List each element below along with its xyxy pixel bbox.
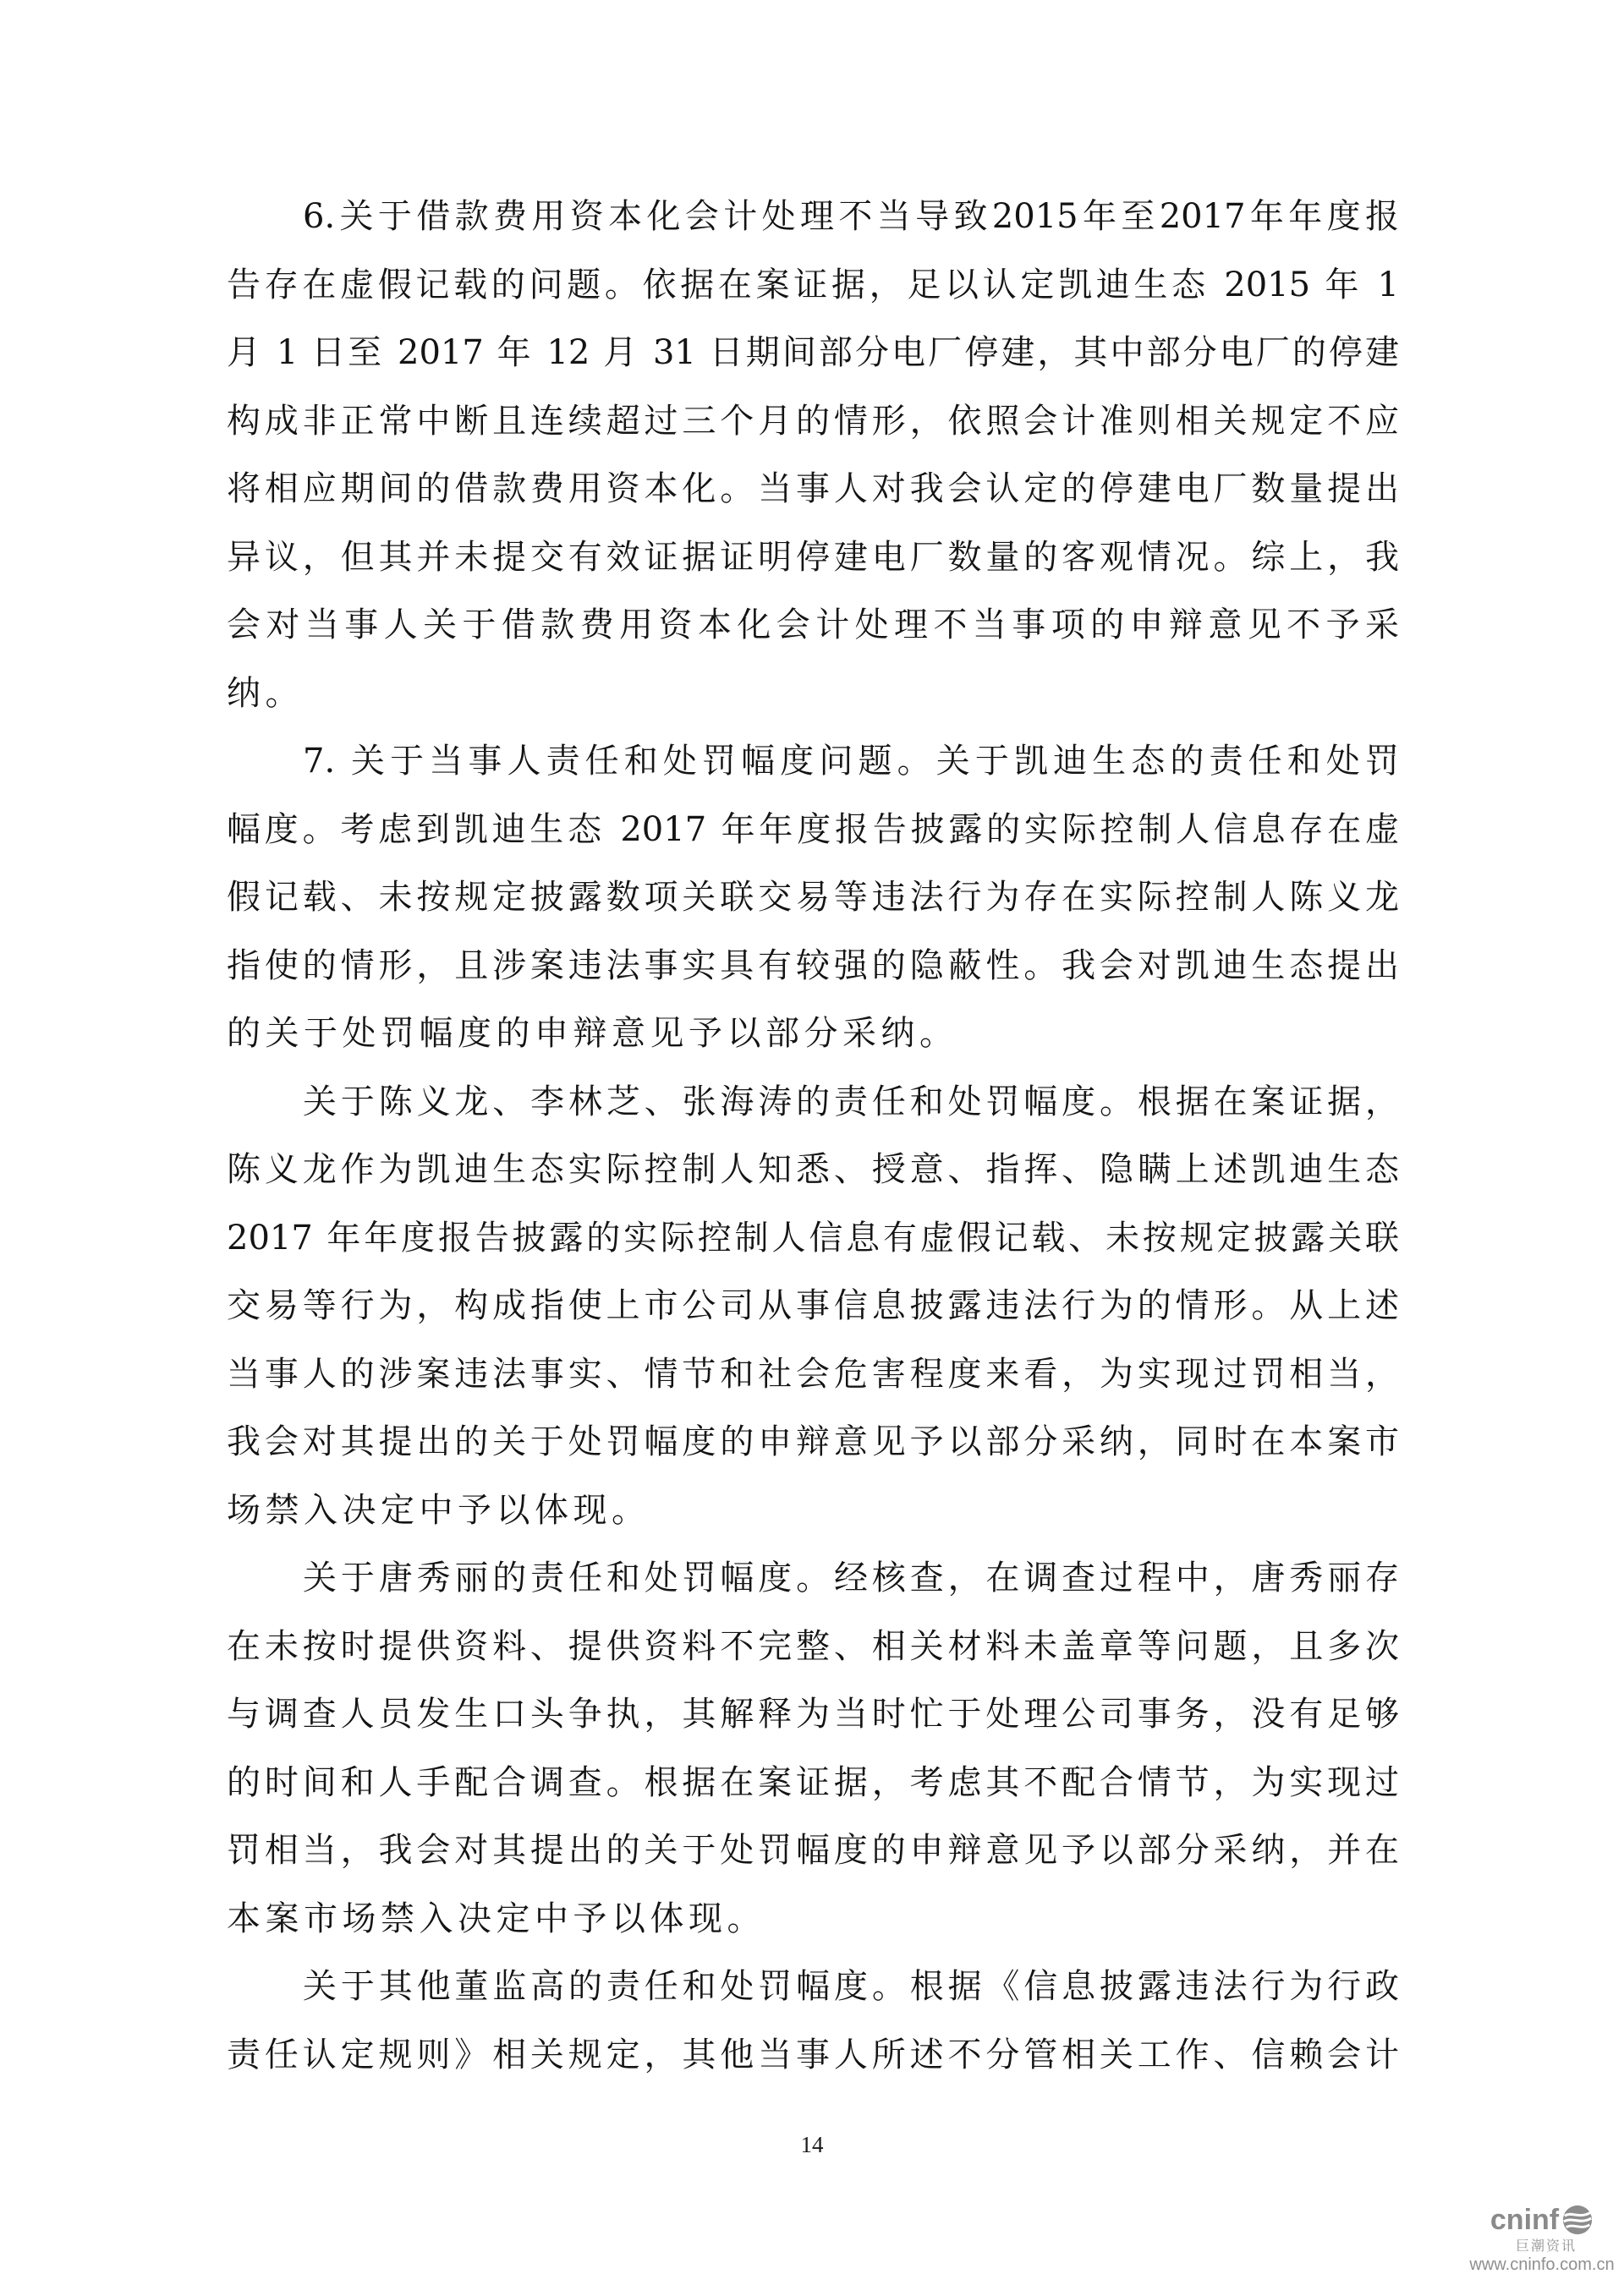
- cninfo-logo-icon: [1561, 2204, 1594, 2236]
- watermark-brand-cn: 巨潮资讯: [1515, 2238, 1577, 2254]
- paragraph-line: 异议，但其并未提交有效证据证明停建电厂数量的客观情况。综上，我: [227, 537, 1399, 577]
- paragraph-item-7: [227, 727, 1399, 1068]
- paragraph-line: 纳。: [227, 673, 304, 713]
- paragraph-line: 告存在虚假记载的问题。依据在案证据，足以认定凯迪生态 2015 年 1: [227, 265, 1399, 304]
- watermark-url: www.cninfo.com.cn: [1469, 2255, 1615, 2274]
- paragraph-line: 幅度。考虑到凯迪生态 2017 年年度报告披露的实际控制人信息存在虚: [227, 809, 1399, 849]
- paragraph-line: 陈义龙作为凯迪生态实际控制人知悉、授意、指挥、隐瞒上述凯迪生态: [227, 1150, 1399, 1189]
- paragraph-line: 的时间和人手配合调查。根据在案证据，考虑其不配合情节，为实现过: [227, 1762, 1399, 1802]
- paragraph-tang-xiuli: [227, 1544, 1399, 1953]
- page-number: 14: [800, 2132, 824, 2157]
- paragraph-line: 当事人的涉案违法事实、情节和社会危害程度来看，为实现过罚相当，: [227, 1354, 1399, 1394]
- paragraph-line: 会对当事人关于借款费用资本化会计处理不当事项的申辩意见不予采: [227, 606, 1399, 644]
- watermark-brand-row: [1462, 2202, 1622, 2238]
- body-text: [227, 183, 1399, 2089]
- cninfo-watermark: [1462, 2202, 1622, 2278]
- paragraph-line: 交易等行为，构成指使上市公司从事信息披露违法行为的情形。从上述: [227, 1286, 1399, 1325]
- paragraph-line: 场禁入决定中予以体现。: [227, 1490, 650, 1530]
- watermark-brand: cninf: [1490, 2204, 1560, 2236]
- paragraph-line: 责任认定规则》相关规定，其他当事人所述不分管相关工作、信赖会计: [227, 2035, 1399, 2074]
- paragraph-line: 关于陈义龙、李林芝、张海涛的责任和处罚幅度。根据在案证据，: [303, 1082, 1399, 1121]
- paragraph-line: 假记载、未按规定披露数项关联交易等违法行为存在实际控制人陈义龙: [227, 878, 1399, 917]
- paragraph-line: 关于唐秀丽的责任和处罚幅度。经核查，在调查过程中，唐秀丽存: [303, 1559, 1399, 1597]
- paragraph-line: 关于其他董监高的责任和处罚幅度。根据《信息披露违法行为行政: [303, 1967, 1399, 2006]
- paragraph-item-6: [227, 183, 1399, 727]
- paragraph-line: 我会对其提出的关于处罚幅度的申辩意见予以部分采纳，同时在本案市: [227, 1422, 1399, 1461]
- paragraph-line: 构成非正常中断且连续超过三个月的情形，依照会计准则相关规定不应: [227, 401, 1399, 441]
- paragraph-line: 本案市场禁入决定中予以体现。: [227, 1899, 765, 1938]
- paragraph-line: 指使的情形，且涉案违法事实具有较强的隐蔽性。我会对凯迪生态提出: [227, 945, 1399, 985]
- paragraph-line: 6.关于借款费用资本化会计处理不当导致2015年至2017年年度报: [303, 197, 1399, 236]
- paragraph-line: 月 1 日至 2017 年 12 月 31 日期间部分电厂停建，其中部分电厂的停建: [227, 333, 1399, 372]
- paragraph-line: 与调查人员发生口头争执，其解释为当时忙于处理公司事务，没有足够: [227, 1695, 1399, 1734]
- paragraph-line: 在未按时提供资料、提供资料不完整、相关材料未盖章等问题，且多次: [227, 1626, 1399, 1666]
- paragraph-line: 2017 年年度报告披露的实际控制人信息有虚假记载、未按规定披露关联: [227, 1218, 1399, 1258]
- paragraph-line: 7. 关于当事人责任和处罚幅度问题。关于凯迪生态的责任和处罚: [303, 742, 1399, 781]
- paragraph-other-directors: [227, 1953, 1399, 2089]
- paragraph-line: 将相应期间的借款费用资本化。当事人对我会认定的停建电厂数量提出: [227, 469, 1399, 508]
- paragraph-line: 的关于处罚幅度的申辩意见予以部分采纳。: [227, 1014, 958, 1053]
- paragraph-chen-li-zhang: [227, 1068, 1399, 1545]
- paragraph-line: 罚相当，我会对其提出的关于处罚幅度的申辩意见予以部分采纳，并在: [227, 1831, 1399, 1870]
